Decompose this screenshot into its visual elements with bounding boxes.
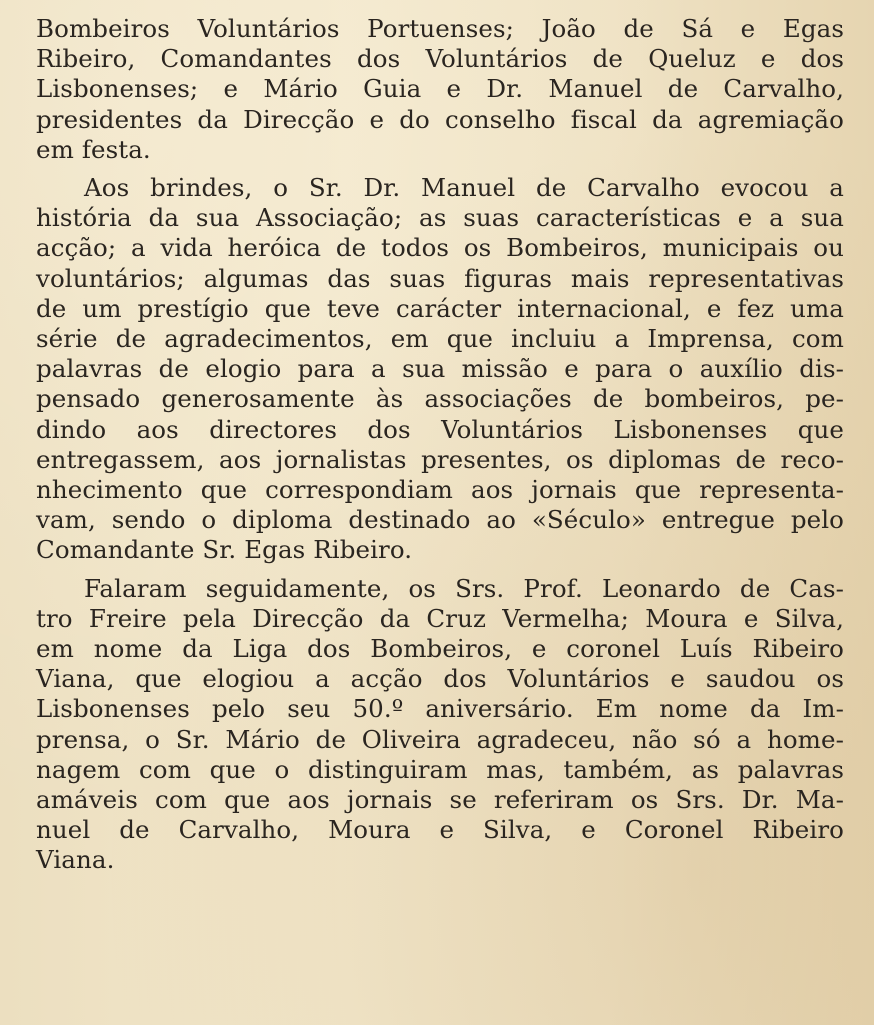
paragraph-line: nagem com que o distinguiram mas, também, as palavras	[36, 754, 844, 784]
paragraph-line: Comandante Sr. Egas Ribeiro.	[36, 535, 413, 565]
paragraph-line: em nome da Liga dos Bombeiros, e coronel Luís Ribeiro	[36, 634, 844, 664]
paragraph-gap	[36, 566, 844, 574]
paragraph-line: acção; a vida heróica de todos os Bombeiros, municipais ou	[36, 233, 844, 263]
paragraph-line: nuel de Carvalho, Moura e Silva, e Coronel Ribeiro	[36, 815, 844, 845]
paragraph-line: voluntários; algumas das suas figuras mais representativas	[36, 263, 844, 293]
paragraph-line: nhecimento que correspondiam aos jornais que representa-	[36, 475, 844, 505]
paragraph-line: Lisbonenses pelo seu 50.º aniversário. Em nome da Im-	[36, 694, 844, 724]
paragraph-line: Aos brindes, o Sr. Dr. Manuel de Carvalho evocou a	[84, 173, 844, 203]
paragraph-line: vam, sendo o diploma destinado ao «Século» entregue pelo	[36, 505, 844, 535]
paragraph-line: de um prestígio que teve carácter internacional, e fez uma	[36, 293, 844, 323]
paragraph-line: Falaram seguidamente, os Srs. Prof. Leonardo de Cas-	[84, 573, 844, 603]
paragraph-line: entregassem, aos jornalistas presentes, os diplomas de reco-	[36, 444, 844, 474]
paragraph-line: amáveis com que aos jornais se referiram os Srs. Dr. Ma-	[36, 785, 844, 815]
paragraph-line: Bombeiros Voluntários Portuenses; João de Sá e Egas	[36, 14, 844, 43]
paragraph-line: série de agradecimentos, em que incluiu a Imprensa, com	[36, 324, 844, 354]
paragraph-3	[36, 574, 844, 876]
paragraph-line: palavras de elogio para a sua missão e para o auxílio dis-	[36, 354, 844, 384]
paragraph-line: Viana.	[36, 845, 115, 875]
paragraph-line: Ribeiro, Comandantes dos Voluntários de Queluz e dos	[36, 44, 844, 74]
paragraph-line: prensa, o Sr. Mário de Oliveira agradeceu, não só a home-	[36, 724, 844, 754]
paragraph-gap	[36, 165, 844, 173]
paragraph-line: história da sua Associação; as suas características e a sua	[36, 203, 844, 233]
paragraph-line: pensado generosamente às associações de bombeiros, pe-	[36, 384, 844, 414]
paragraph-line: presidentes da Direcção e do conselho fiscal da agremiação	[36, 104, 844, 134]
paragraph-line: Lisbonenses; e Mário Guia e Dr. Manuel de Carvalho,	[36, 74, 844, 104]
paragraph-line: em festa.	[36, 134, 151, 164]
paragraph-line: tro Freire pela Direcção da Cruz Vermelha; Moura e Silva,	[36, 603, 844, 633]
paragraph-2	[36, 173, 844, 566]
paragraph-1	[36, 14, 844, 165]
paragraph-line: dindo aos directores dos Voluntários Lisbonenses que	[36, 414, 844, 444]
paragraph-line: Viana, que elogiou a acção dos Voluntários e saudou os	[36, 664, 844, 694]
